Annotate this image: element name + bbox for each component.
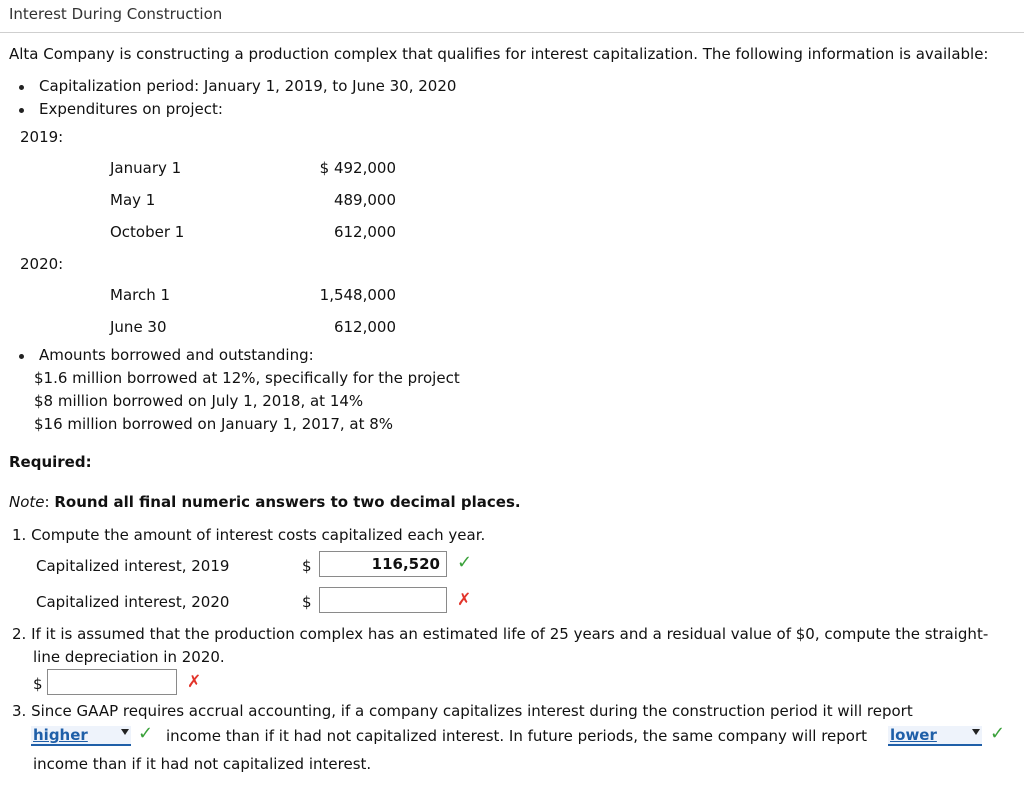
correct-check-icon: ✓	[457, 552, 473, 573]
question-2-line-2: line depreciation in 2020.	[33, 648, 225, 666]
borrowing-line: $1.6 million borrowed at 12%, specifically for the project	[34, 369, 460, 387]
question-3-line-1: 3. Since GAAP requires accrual accounting, if a company capitalizes interest during the construction period it will report	[12, 702, 913, 720]
report-future-select[interactable]	[888, 726, 982, 746]
note-text: Round all final numeric answers to two decimal places.	[54, 493, 521, 511]
capitalized-2020-input[interactable]	[319, 587, 447, 613]
year-2019-label: 2019:	[20, 128, 64, 146]
note-colon: :	[44, 493, 50, 511]
expenditure-date: May 1	[110, 191, 156, 209]
borrowing-line: $16 million borrowed on January 1, 2017, at 8%	[34, 415, 394, 433]
expenditure-amount: 1,548,000	[319, 286, 396, 304]
depreciation-2020-input[interactable]	[47, 669, 177, 695]
required-heading: Required:	[9, 453, 92, 471]
expenditure-date: October 1	[110, 223, 185, 241]
expenditure-date: June 30	[110, 318, 167, 336]
currency-symbol: $	[302, 593, 312, 611]
borrowings-label: Amounts borrowed and outstanding:	[39, 346, 314, 364]
question-3-middle-text: income than if it had not capitalized interest. In future periods, the same company will report	[166, 727, 868, 745]
currency-symbol: $	[302, 557, 312, 575]
note-line	[9, 492, 521, 512]
expenditure-amount: 489,000	[333, 191, 396, 209]
capitalized-2019-input[interactable]	[319, 551, 447, 577]
capitalization-period: Capitalization period: January 1, 2019, to June 30, 2020	[39, 77, 457, 95]
report-now-select[interactable]	[31, 726, 131, 746]
bullet-icon	[19, 354, 24, 359]
expenditure-date: January 1	[110, 159, 182, 177]
dropdown-arrow-icon	[121, 729, 129, 735]
note-prefix: Note	[9, 493, 45, 511]
page-header-title: Interest During Construction	[9, 5, 223, 23]
bullet-icon	[19, 85, 24, 90]
bullet-icon	[19, 108, 24, 113]
incorrect-x-icon: ✗	[457, 590, 472, 610]
report-now-select-value: higher	[33, 726, 88, 744]
capitalized-2019-label: Capitalized interest, 2019	[36, 557, 230, 575]
header-divider	[0, 32, 1024, 33]
expenditures-label: Expenditures on project:	[39, 100, 223, 118]
expenditure-amount: $ 492,000	[319, 159, 396, 177]
correct-check-icon: ✓	[138, 723, 154, 744]
expenditure-amount: 612,000	[333, 318, 396, 336]
question-3-line-3: income than if it had not capitalized interest.	[33, 755, 372, 773]
problem-intro: Alta Company is constructing a production complex that qualifies for interest capitalization. The following information is available:	[9, 45, 989, 63]
report-future-select-value: lower	[890, 726, 937, 744]
capitalized-2020-label: Capitalized interest, 2020	[36, 593, 230, 611]
dropdown-arrow-icon	[972, 729, 980, 735]
expenditure-date: March 1	[110, 286, 171, 304]
expenditure-amount: 612,000	[333, 223, 396, 241]
question-1-text: 1. Compute the amount of interest costs capitalized each year.	[12, 526, 486, 544]
incorrect-x-icon: ✗	[187, 672, 202, 692]
correct-check-icon: ✓	[990, 723, 1006, 744]
borrowing-line: $8 million borrowed on July 1, 2018, at 14%	[34, 392, 364, 410]
question-2-line-1: 2. If it is assumed that the production complex has an estimated life of 25 years and a residual value of $0, compute the straight-	[12, 625, 989, 643]
currency-symbol: $	[33, 675, 43, 693]
year-2020-label: 2020:	[20, 255, 64, 273]
